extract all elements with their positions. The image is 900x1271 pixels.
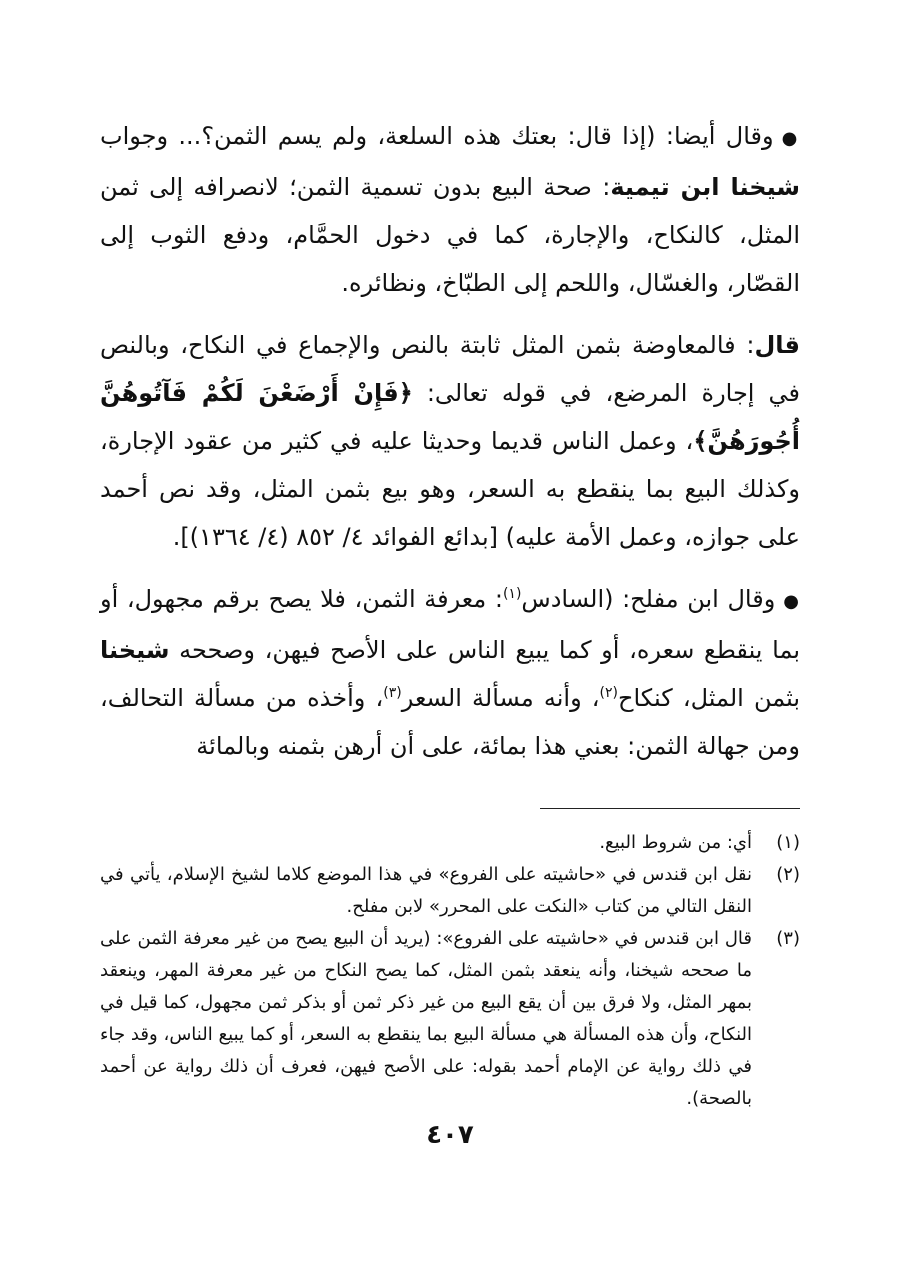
paragraph-text: ، وأنه مسألة السعر (401, 684, 600, 712)
footnote-text: نقل ابن قندس في «حاشيته على الفروع» في هذا الموضع كلاما لشيخ الإسلام، يأتي في النقل التالي من كتاب «النكت على المحرر» لابن مفلح. (100, 864, 752, 917)
footnote-number: (١) (776, 832, 800, 853)
paragraph-2 (100, 321, 800, 561)
footnote-divider (540, 808, 800, 809)
shaykh-name-bold: شيخنا (100, 636, 170, 664)
quran-verse: ﴿فَإِنْ أَرْضَعْنَ لَكُمْ فَآتُوهُنَّ أُجُورَهُنَّ﴾ (100, 379, 800, 455)
bullet: ● (781, 128, 800, 149)
paragraph-text: ، وعمل الناس قديما وحديثا عليه في كثير من عقود الإجارة، وكذلك البيع بما ينقطع به السعر، وهو بيع بثمن المثل، وقد نص أحمد على جوازه، وعمل الأمة عليه) [بدائع الفوائد ٤/ ٨٥٢ (٤/ ١٣٦٤)]. (100, 427, 800, 551)
footnote-2 (100, 859, 800, 923)
footnote-3 (100, 923, 800, 1115)
footnote-number: (٢) (776, 864, 800, 885)
footnote-ref-3[interactable]: (٣) (383, 685, 402, 701)
paragraph-text: ، وأخذه من مسألة التحالف، ومن جهالة الثمن: بعني هذا بمائة، على أن أرهن بثمنه وبالمائة (100, 684, 800, 760)
bullet: ● (783, 591, 800, 612)
paragraph-text: : صحة البيع بدون تسمية الثمن؛ لانصرافه إلى ثمن المثل، كالنكاح، والإجارة، كما في دخول الحمَّام، ودفع الثوب إلى القصّار، والغسّال، واللحم إلى الطبّاخ، ونظائره. (100, 173, 800, 297)
speaker-label-bold: قال (754, 331, 800, 359)
footnote-1 (100, 827, 800, 859)
author-name-bold: شيخنا ابن تيمية (610, 173, 800, 201)
footnote-text: قال ابن قندس في «حاشيته على الفروع»: (يريد أن البيع يصح من غير معرفة الثمن على ما صححه شيخنا، وأنه ينعقد بثمن المثل، كما يصح النكاح من غير معرفة المهر، وينعقد بمهر المثل، ولا فرق بين أن يقع البيع من غير ذكر ثمن أو بذكر ثمن مجهول، كما قيل في النكاح، وأن هذه المسألة هي مسألة البيع بما ينقطع به السعر، أو كما يبيع الناس، وقد جاء في ذلك رواية عن الإمام أحمد بقوله: على الأصح فيهن، فعرف أن ذلك رواية عن أحمد بالصحة). (100, 928, 752, 1109)
paragraph-text: بثمن المثل، كنكاح (618, 684, 801, 712)
paragraph-text: : فالمعاوضة بثمن المثل ثابتة بالنص والإجماع في النكاح، وبالنص في إجارة المرضع، في قوله تعالى: (100, 331, 800, 407)
paragraph-text: وقال أيضا: (إذا قال: بعتك هذه السلعة، ولم يسم الثمن؟... وجواب (100, 122, 774, 150)
footnote-text: أي: من شروط البيع. (599, 832, 752, 853)
footnote-ref-2[interactable]: (٢) (599, 685, 618, 701)
paragraph-3 (100, 575, 800, 770)
footnote-ref-1[interactable]: (١) (502, 586, 522, 602)
page-number: ٤٠٧ (426, 1120, 474, 1150)
paragraph-text: : معرفة الثمن، فلا يصح برقم مجهول، أو بما ينقطع سعره، أو كما يبيع الناس على الأصح فيهن، وصححه (100, 585, 800, 664)
paragraph-1 (100, 112, 800, 307)
paragraph-text: وقال ابن مفلح: (السادس (521, 585, 776, 613)
footnote-number: (٣) (776, 928, 800, 949)
